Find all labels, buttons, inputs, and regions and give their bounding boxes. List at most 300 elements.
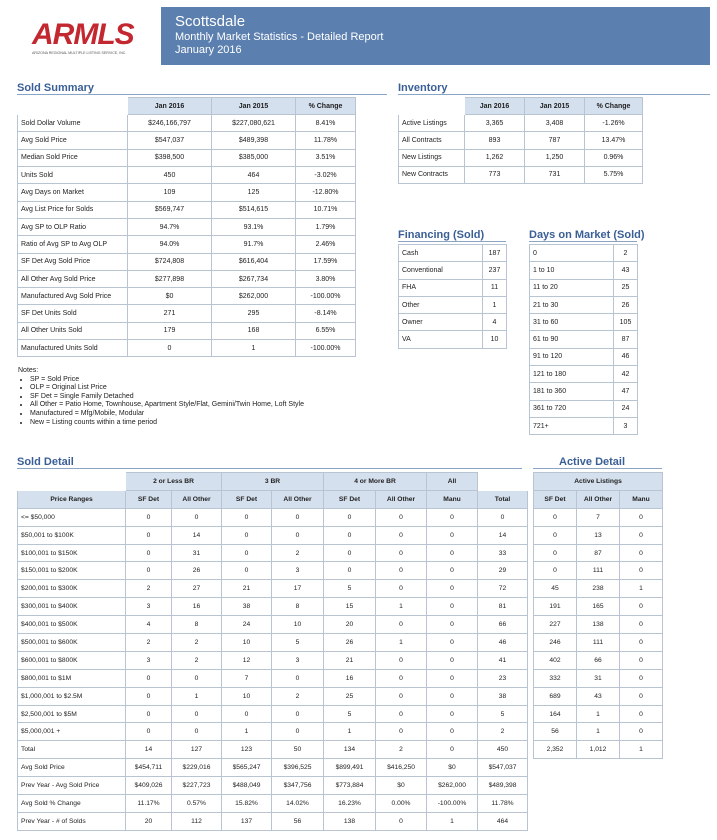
table-row bbox=[534, 598, 663, 616]
sold-summary-cell-value: 1 bbox=[212, 340, 296, 357]
sold-detail-cell-value: 2 bbox=[272, 544, 324, 562]
inventory-table bbox=[398, 97, 643, 184]
dom-cell-label: 0 bbox=[530, 245, 614, 262]
sold-detail-cell-value: $899,491 bbox=[324, 759, 376, 777]
sold-detail-cell-value: $227,723 bbox=[172, 777, 222, 795]
active-detail-cell-value: 2,352 bbox=[534, 741, 577, 759]
sold-detail-cell-value: 127 bbox=[172, 741, 222, 759]
sold-summary-cell-value: -100.00% bbox=[296, 288, 356, 305]
sold-detail-cell-value: 8 bbox=[172, 616, 222, 634]
table-row bbox=[18, 759, 528, 777]
sold-detail-cell-label: $50,001 to $100K bbox=[18, 526, 126, 544]
sold-detail-cell-value: 0 bbox=[427, 705, 478, 723]
inventory-cell-value: 893 bbox=[465, 132, 525, 149]
sold-summary-row bbox=[18, 305, 356, 322]
sold-detail-cell-value: 0 bbox=[376, 687, 427, 705]
sold-detail-cell-label: $100,001 to $150K bbox=[18, 544, 126, 562]
financing-row bbox=[399, 296, 507, 313]
sold-detail-cell-value: 0 bbox=[376, 651, 427, 669]
column-header: % Change bbox=[296, 98, 356, 115]
sold-detail-cell-value: 0 bbox=[126, 526, 172, 544]
table-row bbox=[534, 616, 663, 634]
column-header: Jan 2015 bbox=[212, 98, 296, 115]
sold-detail-cell-value: 72 bbox=[478, 580, 528, 598]
sold-detail-cell-value: 0 bbox=[126, 669, 172, 687]
sold-detail-cell-value: 0 bbox=[126, 562, 172, 580]
sold-summary-cell-value: 168 bbox=[212, 322, 296, 339]
financing-cell-value: 10 bbox=[483, 331, 507, 348]
sold-detail-cell-label: Avg Sold Price bbox=[18, 759, 126, 777]
sold-summary-table bbox=[17, 97, 356, 357]
column-header: SF Det bbox=[324, 490, 376, 508]
sold-detail-cell-value: 7 bbox=[222, 669, 272, 687]
active-detail-cell-value: 66 bbox=[577, 651, 620, 669]
table-row bbox=[534, 705, 663, 723]
sold-detail-cell-value: 2 bbox=[126, 580, 172, 598]
active-detail-cell-value: 111 bbox=[577, 562, 620, 580]
financing-row bbox=[399, 314, 507, 331]
sold-detail-cell-value: 15.82% bbox=[222, 795, 272, 813]
sold-detail-cell-value: 0 bbox=[272, 705, 324, 723]
sold-summary-cell-value: $724,808 bbox=[128, 253, 212, 270]
sold-summary-cell-label: Ratio of Avg SP to Avg OLP bbox=[18, 236, 128, 253]
sold-summary-cell-value: -8.14% bbox=[296, 305, 356, 322]
sold-detail-title: Sold Detail bbox=[17, 456, 74, 468]
sold-detail-cell-value: 0 bbox=[272, 669, 324, 687]
sold-detail-cell-value: 0 bbox=[427, 616, 478, 634]
table-row bbox=[18, 580, 528, 598]
sold-summary-cell-value: -100.00% bbox=[296, 340, 356, 357]
report-banner bbox=[161, 7, 710, 65]
inventory-cell-label: Active Listings bbox=[399, 115, 465, 132]
dom-cell-value: 46 bbox=[614, 348, 638, 365]
sold-detail-cell-value: 10 bbox=[222, 687, 272, 705]
days-on-market-row bbox=[530, 383, 638, 400]
sold-detail-cell-value: $396,525 bbox=[272, 759, 324, 777]
sold-detail-cell-value: 0 bbox=[427, 508, 478, 526]
sold-detail-cell-value: $262,000 bbox=[427, 777, 478, 795]
table-row bbox=[18, 616, 528, 634]
sold-summary-cell-value: $0 bbox=[128, 288, 212, 305]
sold-detail-cell-value: 0 bbox=[172, 705, 222, 723]
sold-detail-cell-value: $565,247 bbox=[222, 759, 272, 777]
column-header: Total bbox=[478, 490, 528, 508]
logo-subtitle: ARIZONA REGIONAL MULTIPLE LISTING SERVICE, INC. bbox=[32, 51, 127, 55]
active-detail-cell-value: 0 bbox=[620, 616, 663, 634]
active-detail-cell-value: 45 bbox=[534, 580, 577, 598]
sold-detail-cell-value: 2 bbox=[126, 634, 172, 652]
sold-summary-cell-value: $489,398 bbox=[212, 132, 296, 149]
table-row bbox=[18, 634, 528, 652]
sold-detail-cell-value: 2 bbox=[172, 634, 222, 652]
notes bbox=[18, 367, 304, 427]
dom-cell-label: 11 to 20 bbox=[530, 279, 614, 296]
sold-summary-cell-label: All Other Units Sold bbox=[18, 322, 128, 339]
table-row bbox=[534, 634, 663, 652]
column-header: Manu bbox=[620, 490, 663, 508]
active-detail-cell-value: 164 bbox=[534, 705, 577, 723]
dom-cell-label: 21 to 30 bbox=[530, 296, 614, 313]
table-row bbox=[18, 598, 528, 616]
sold-detail-cell-value: 0 bbox=[172, 723, 222, 741]
column-header: Manu bbox=[427, 490, 478, 508]
sold-detail-cell-value: 21 bbox=[324, 651, 376, 669]
table-row bbox=[18, 723, 528, 741]
table-row bbox=[534, 741, 663, 759]
dom-cell-label: 361 to 720 bbox=[530, 400, 614, 417]
financing-cell-label: VA bbox=[399, 331, 483, 348]
sold-detail-cell-label: Total bbox=[18, 741, 126, 759]
days-on-market-title: Days on Market (Sold) bbox=[529, 229, 645, 241]
sold-summary-cell-value: 271 bbox=[128, 305, 212, 322]
sold-detail-cell-value: 2 bbox=[376, 741, 427, 759]
sold-detail-cell-value: 0 bbox=[172, 669, 222, 687]
sold-detail-cell-value: 138 bbox=[324, 812, 376, 830]
sold-detail-cell-value: 137 bbox=[222, 812, 272, 830]
sold-detail-cell-value: $0 bbox=[427, 759, 478, 777]
sold-detail-cell-value: 29 bbox=[478, 562, 528, 580]
sold-detail-cell-value: 38 bbox=[222, 598, 272, 616]
table-row bbox=[534, 526, 663, 544]
column-header: All Other bbox=[577, 490, 620, 508]
sold-summary-row bbox=[18, 184, 356, 201]
days-on-market-row bbox=[530, 348, 638, 365]
sold-detail-cell-value: 0 bbox=[478, 508, 528, 526]
sold-summary-cell-value: 125 bbox=[212, 184, 296, 201]
sold-detail-cell-label: $800,001 to $1M bbox=[18, 669, 126, 687]
sold-detail-cell-value: 17 bbox=[272, 580, 324, 598]
financing-row bbox=[399, 245, 507, 262]
sold-summary-cell-value: 93.1% bbox=[212, 218, 296, 235]
sold-summary-cell-value: 1.79% bbox=[296, 218, 356, 235]
table-row bbox=[18, 687, 528, 705]
active-detail-cell-value: 238 bbox=[577, 580, 620, 598]
column-header: SF Det bbox=[126, 490, 172, 508]
sold-summary-row bbox=[18, 340, 356, 357]
active-detail-cell-value: 0 bbox=[620, 598, 663, 616]
active-detail-cell-value: 191 bbox=[534, 598, 577, 616]
table-row bbox=[18, 669, 528, 687]
sold-summary-cell-value: $262,000 bbox=[212, 288, 296, 305]
financing-cell-value: 237 bbox=[483, 262, 507, 279]
sold-summary-cell-value: 94.7% bbox=[128, 218, 212, 235]
sold-detail-cell-label: $400,001 to $500K bbox=[18, 616, 126, 634]
active-detail-cell-value: 227 bbox=[534, 616, 577, 634]
sold-summary-cell-value: $547,037 bbox=[128, 132, 212, 149]
logo-wordmark: ARMLS bbox=[32, 18, 134, 51]
sold-summary-row bbox=[18, 167, 356, 184]
inventory-cell-label: New Listings bbox=[399, 149, 465, 166]
table-row bbox=[18, 508, 528, 526]
note-item: • SP = Sold Price bbox=[30, 376, 304, 385]
table-row bbox=[18, 705, 528, 723]
table-row bbox=[18, 741, 528, 759]
active-detail-cell-value: 0 bbox=[534, 508, 577, 526]
sold-summary-row bbox=[18, 270, 356, 287]
dom-cell-value: 47 bbox=[614, 383, 638, 400]
sold-summary-cell-label: Manufactured Units Sold bbox=[18, 340, 128, 357]
sold-detail-cell-value: 0 bbox=[427, 580, 478, 598]
sold-detail-cell-value: 1 bbox=[427, 812, 478, 830]
sold-detail-cell-value: 0 bbox=[222, 705, 272, 723]
sold-detail-cell-label: $5,000,001 + bbox=[18, 723, 126, 741]
column-header: All Other bbox=[376, 490, 427, 508]
days-on-market-table bbox=[529, 244, 638, 435]
note-item: • SF Det = Single Family Detached bbox=[30, 393, 304, 402]
sold-detail-cell-value: 2 bbox=[272, 687, 324, 705]
sold-detail-cell-label: $150,001 to $200K bbox=[18, 562, 126, 580]
active-detail-cell-value: 111 bbox=[577, 634, 620, 652]
sold-detail-cell-value: 0.57% bbox=[172, 795, 222, 813]
sold-detail-cell-value: 0 bbox=[376, 723, 427, 741]
financing-cell-label: Cash bbox=[399, 245, 483, 262]
sold-detail-cell-value: $488,049 bbox=[222, 777, 272, 795]
financing-cell-value: 187 bbox=[483, 245, 507, 262]
sold-detail-table bbox=[17, 472, 528, 831]
sold-summary-cell-value: 2.46% bbox=[296, 236, 356, 253]
table-row bbox=[534, 508, 663, 526]
dom-cell-label: 91 to 120 bbox=[530, 348, 614, 365]
dom-cell-value: 43 bbox=[614, 262, 638, 279]
sold-detail-cell-value: 0 bbox=[427, 598, 478, 616]
sold-detail-cell-value: 81 bbox=[478, 598, 528, 616]
sold-summary-cell-value: 109 bbox=[128, 184, 212, 201]
active-detail-cell-value: 0 bbox=[620, 705, 663, 723]
sold-detail-cell-value: 14 bbox=[126, 741, 172, 759]
active-detail-cell-value: 1 bbox=[577, 723, 620, 741]
sold-summary-cell-label: Sold Dollar Volume bbox=[18, 115, 128, 132]
sold-detail-cell-value: 27 bbox=[172, 580, 222, 598]
group-header-all: All bbox=[427, 473, 478, 491]
table-row bbox=[18, 777, 528, 795]
sold-detail-cell-value: 31 bbox=[172, 544, 222, 562]
sold-summary-header-row bbox=[18, 98, 356, 115]
inventory-cell-label: All Contracts bbox=[399, 132, 465, 149]
inventory-cell-value: 0.96% bbox=[585, 149, 643, 166]
days-on-market-row bbox=[530, 331, 638, 348]
table-row bbox=[534, 580, 663, 598]
financing-cell-value: 11 bbox=[483, 279, 507, 296]
inventory-cell-value: 1,262 bbox=[465, 149, 525, 166]
sold-detail-cell-value: 0 bbox=[376, 580, 427, 598]
sold-summary-rule bbox=[17, 94, 387, 95]
sold-detail-cell-value: 0 bbox=[126, 687, 172, 705]
sold-summary-cell-value: -3.02% bbox=[296, 167, 356, 184]
sold-detail-cell-value: 0 bbox=[427, 687, 478, 705]
sold-summary-cell-value: 3.80% bbox=[296, 270, 356, 287]
sold-detail-cell-label: $600,001 to $800K bbox=[18, 651, 126, 669]
column-header: SF Det bbox=[222, 490, 272, 508]
days-on-market-row bbox=[530, 245, 638, 262]
sold-summary-cell-label: Median Sold Price bbox=[18, 149, 128, 166]
table-row bbox=[534, 562, 663, 580]
financing-table bbox=[398, 244, 507, 349]
sold-summary-cell-value: $616,404 bbox=[212, 253, 296, 270]
active-detail-cell-value: 332 bbox=[534, 669, 577, 687]
table-row bbox=[534, 723, 663, 741]
active-detail-rule bbox=[533, 468, 662, 469]
column-header: % Change bbox=[585, 98, 643, 115]
sold-detail-cell-value: 0 bbox=[376, 508, 427, 526]
sold-detail-cell-value: 0 bbox=[427, 651, 478, 669]
sold-summary-cell-value: 179 bbox=[128, 322, 212, 339]
sold-detail-cell-value: 0 bbox=[222, 544, 272, 562]
sold-detail-cell-value: 0 bbox=[272, 508, 324, 526]
sold-detail-cell-value: 112 bbox=[172, 812, 222, 830]
active-detail-cell-value: 0 bbox=[620, 508, 663, 526]
financing-title: Financing (Sold) bbox=[398, 229, 485, 241]
inventory-cell-value: 773 bbox=[465, 166, 525, 183]
sold-detail-cell-value: $773,884 bbox=[324, 777, 376, 795]
sold-detail-cell-value: 3 bbox=[272, 651, 324, 669]
sold-detail-cell-value: 0 bbox=[324, 562, 376, 580]
sold-detail-cell-value: 0 bbox=[376, 616, 427, 634]
inventory-title: Inventory bbox=[398, 82, 448, 94]
sold-detail-cell-label: $1,000,001 to $2.5M bbox=[18, 687, 126, 705]
dom-cell-value: 87 bbox=[614, 331, 638, 348]
sold-detail-cell-value: 16 bbox=[324, 669, 376, 687]
active-detail-cell-value: 0 bbox=[620, 651, 663, 669]
inventory-header-row bbox=[399, 98, 643, 115]
sold-detail-corner bbox=[18, 473, 126, 491]
active-detail-cell-value: 0 bbox=[620, 723, 663, 741]
sold-detail-cell-label: $500,001 to $600K bbox=[18, 634, 126, 652]
note-item: • New = Listing counts within a time period bbox=[30, 419, 304, 428]
sold-detail-cell-value: 14 bbox=[478, 526, 528, 544]
note-item: • Manufactured = Mfg/Mobile, Modular bbox=[30, 410, 304, 419]
sold-detail-cell-label: Avg Sold % Change bbox=[18, 795, 126, 813]
sold-summary-cell-value: 6.55% bbox=[296, 322, 356, 339]
active-detail-cell-value: 43 bbox=[577, 687, 620, 705]
sold-detail-cell-value: 1 bbox=[376, 598, 427, 616]
sold-detail-cell-value: $0 bbox=[376, 777, 427, 795]
column-header: Jan 2016 bbox=[465, 98, 525, 115]
sold-detail-cell-value: 0 bbox=[172, 508, 222, 526]
sold-detail-cell-value: 0 bbox=[222, 508, 272, 526]
inventory-cell-value: 1,250 bbox=[525, 149, 585, 166]
sold-detail-cell-value: 0.00% bbox=[376, 795, 427, 813]
dom-cell-label: 181 to 360 bbox=[530, 383, 614, 400]
inventory-row bbox=[399, 132, 643, 149]
financing-cell-label: FHA bbox=[399, 279, 483, 296]
sold-detail-cell-value: 0 bbox=[427, 634, 478, 652]
table-row bbox=[18, 526, 528, 544]
days-on-market-row bbox=[530, 366, 638, 383]
sold-detail-cell-value: 15 bbox=[324, 598, 376, 616]
table-row bbox=[534, 687, 663, 705]
active-detail-cell-value: 31 bbox=[577, 669, 620, 687]
inventory-row bbox=[399, 149, 643, 166]
inventory-cell-value: 13.47% bbox=[585, 132, 643, 149]
active-detail-cell-value: 402 bbox=[534, 651, 577, 669]
sold-detail-group-row bbox=[18, 473, 528, 491]
sold-summary-cell-value: $569,747 bbox=[128, 201, 212, 218]
sold-detail-cell-value: 1 bbox=[172, 687, 222, 705]
financing-rule bbox=[398, 241, 506, 242]
days-on-market-row bbox=[530, 279, 638, 296]
dom-cell-value: 25 bbox=[614, 279, 638, 296]
sold-detail-cell-value: 0 bbox=[324, 508, 376, 526]
sold-detail-cell-value: $229,016 bbox=[172, 759, 222, 777]
sold-summary-cell-label: Avg SP to OLP Ratio bbox=[18, 218, 128, 235]
sold-summary-cell-label: SF Det Units Sold bbox=[18, 305, 128, 322]
active-detail-cell-value: 0 bbox=[620, 544, 663, 562]
sold-detail-cell-value: 12 bbox=[222, 651, 272, 669]
financing-cell-value: 4 bbox=[483, 314, 507, 331]
financing-row bbox=[399, 262, 507, 279]
notes-title: Notes: bbox=[18, 367, 39, 374]
sold-detail-cell-value: 0 bbox=[427, 723, 478, 741]
active-detail-cell-value: 0 bbox=[534, 526, 577, 544]
active-detail-cell-value: 0 bbox=[620, 562, 663, 580]
group-header-4br: 4 or More BR bbox=[324, 473, 427, 491]
inventory-cell-value: -1.26% bbox=[585, 115, 643, 132]
sold-summary-cell-label: Avg List Price for Solds bbox=[18, 201, 128, 218]
sold-summary-cell-value: $267,734 bbox=[212, 270, 296, 287]
column-header: Jan 2015 bbox=[525, 98, 585, 115]
note-item: • All Other = Patio Home, Townhouse, Apartment Style/Flat, Gemini/Twin Home, Loft Style bbox=[30, 401, 304, 410]
sold-detail-cell-value: 5 bbox=[324, 580, 376, 598]
sold-detail-cell-value: 2 bbox=[478, 723, 528, 741]
sold-detail-cell-value: 0 bbox=[376, 705, 427, 723]
sold-detail-subheader-row bbox=[18, 490, 528, 508]
sold-detail-cell-value: 4 bbox=[126, 616, 172, 634]
sold-summary-cell-value: $398,500 bbox=[128, 149, 212, 166]
table-row bbox=[534, 651, 663, 669]
column-header: Jan 2016 bbox=[128, 98, 212, 115]
sold-summary-row bbox=[18, 149, 356, 166]
inventory-cell-value: 731 bbox=[525, 166, 585, 183]
sold-detail-cell-value: 16.23% bbox=[324, 795, 376, 813]
sold-detail-cell-value: $347,756 bbox=[272, 777, 324, 795]
inventory-row bbox=[399, 166, 643, 183]
sold-detail-cell-value: 25 bbox=[324, 687, 376, 705]
sold-detail-cell-value: $409,026 bbox=[126, 777, 172, 795]
sold-detail-cell-value: $454,711 bbox=[126, 759, 172, 777]
sold-detail-cell-value: 16 bbox=[172, 598, 222, 616]
column-header: All Other bbox=[272, 490, 324, 508]
dom-cell-label: 1 to 10 bbox=[530, 262, 614, 279]
dom-cell-value: 3 bbox=[614, 417, 638, 434]
sold-detail-cell-label: <= $50,000 bbox=[18, 508, 126, 526]
days-on-market-row bbox=[530, 417, 638, 434]
sold-summary-cell-value: 94.0% bbox=[128, 236, 212, 253]
sold-summary-cell-value: $514,615 bbox=[212, 201, 296, 218]
sold-detail-cell-value: 23 bbox=[478, 669, 528, 687]
sold-summary-row bbox=[18, 236, 356, 253]
active-detail-cell-value: 1 bbox=[620, 580, 663, 598]
dom-cell-value: 2 bbox=[614, 245, 638, 262]
active-detail-cell-value: 138 bbox=[577, 616, 620, 634]
city-title: Scottsdale bbox=[175, 13, 246, 30]
sold-detail-cell-value: 0 bbox=[324, 526, 376, 544]
sold-detail-cell-value: 0 bbox=[427, 741, 478, 759]
table-row bbox=[534, 544, 663, 562]
sold-detail-cell-value: $547,037 bbox=[478, 759, 528, 777]
table-row bbox=[18, 562, 528, 580]
sold-summary-cell-value: $246,166,797 bbox=[128, 115, 212, 132]
sold-detail-cell-value: 41 bbox=[478, 651, 528, 669]
sold-detail-cell-value: 0 bbox=[427, 544, 478, 562]
sold-summary-cell-value: -12.80% bbox=[296, 184, 356, 201]
sold-detail-cell-label: $2,500,001 to $5M bbox=[18, 705, 126, 723]
sold-detail-cell-value: 0 bbox=[427, 669, 478, 687]
sold-detail-cell-value: 0 bbox=[427, 526, 478, 544]
sold-summary-corner bbox=[18, 98, 128, 115]
sold-detail-cell-value: 0 bbox=[376, 526, 427, 544]
sold-detail-cell-value: 14.02% bbox=[272, 795, 324, 813]
sold-detail-cell-value: 38 bbox=[478, 687, 528, 705]
